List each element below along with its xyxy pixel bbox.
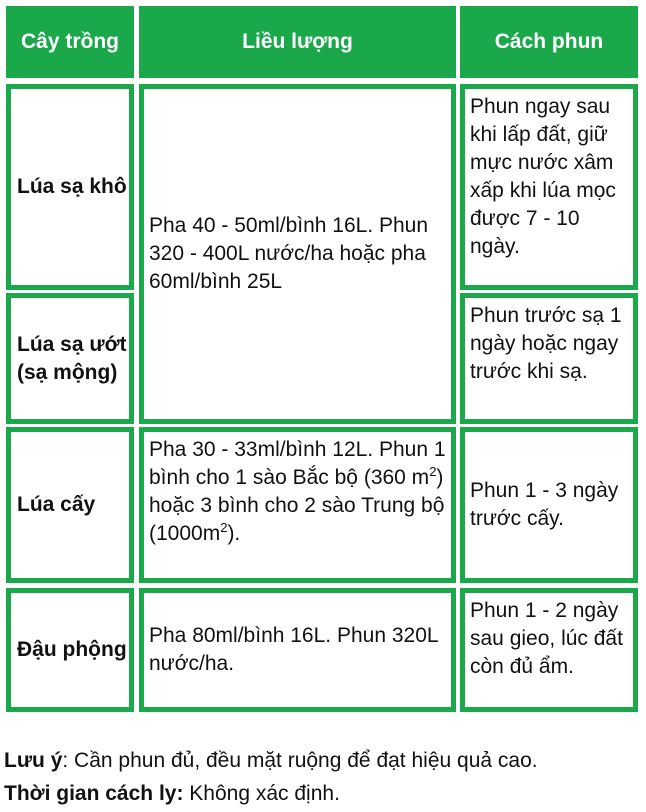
row-method-lua-cay <box>460 427 638 583</box>
dosage-text: Pha 80ml/bình 16L. Phun 320L nước/ha. <box>149 624 438 675</box>
row-method-lua-sa-uot <box>460 293 638 424</box>
header-dosage <box>139 6 456 78</box>
row-dosage-rice-shared <box>139 84 456 424</box>
row-crop-lua-sa-kho <box>6 84 134 290</box>
row-crop-dau-phong <box>6 588 134 712</box>
row-crop-lua-cay <box>6 427 134 583</box>
row-method-dau-phong <box>460 588 638 712</box>
row-crop-lua-sa-uot <box>6 293 134 424</box>
crop-label: Lúa sạ ướt (sạ mộng) <box>17 332 127 384</box>
method-text: Phun trước sạ 1 ngày hoặc ngay trước khi sạ. <box>470 304 622 383</box>
note-label: Lưu ý <box>4 749 63 772</box>
isolation-text: Không xác định. <box>183 782 340 805</box>
note-text: : Cần phun đủ, đều mặt ruộng để đạt hiệu quả cao. <box>62 749 538 772</box>
isolation-line <box>4 781 340 807</box>
header-method <box>460 6 638 78</box>
method-text: Phun ngay sau khi lấp đất, giữ mực nước xâm xấp khi lúa mọc được 7 - 10 ngày. <box>470 95 616 258</box>
header-crop <box>6 6 134 78</box>
dosage-text: Pha 40 - 50ml/bình 16L. Phun 320 - 400L nước/ha hoặc pha 60ml/bình 25L <box>149 214 429 293</box>
row-dosage-lua-cay <box>139 427 456 583</box>
row-method-lua-sa-kho <box>460 84 638 290</box>
header-method-label: Cách phun <box>494 30 604 53</box>
isolation-label: Thời gian cách ly: <box>4 782 184 805</box>
crop-label: Đậu phộng <box>17 638 127 661</box>
method-text: Phun 1 - 3 ngày trước cấy. <box>470 479 619 530</box>
note-line <box>4 748 538 774</box>
header-crop-label: Cây trồng <box>20 30 119 53</box>
header-dosage-label: Liều lượng <box>242 30 353 53</box>
method-text: Phun 1 - 2 ngày sau gieo, lúc đất còn đủ ẩm. <box>470 599 623 678</box>
crop-label: Lúa sạ khô <box>17 175 127 198</box>
row-dosage-dau-phong <box>139 588 456 712</box>
crop-label: Lúa cấy <box>17 493 96 516</box>
dosage-text: Pha 30 - 33ml/bình 12L. Phun 1 bình cho 1 sào Bắc bộ (360 $m^2$) hoặc 3 bình cho 2 sào Trung bộ $(1000m^2)$. <box>149 438 446 545</box>
